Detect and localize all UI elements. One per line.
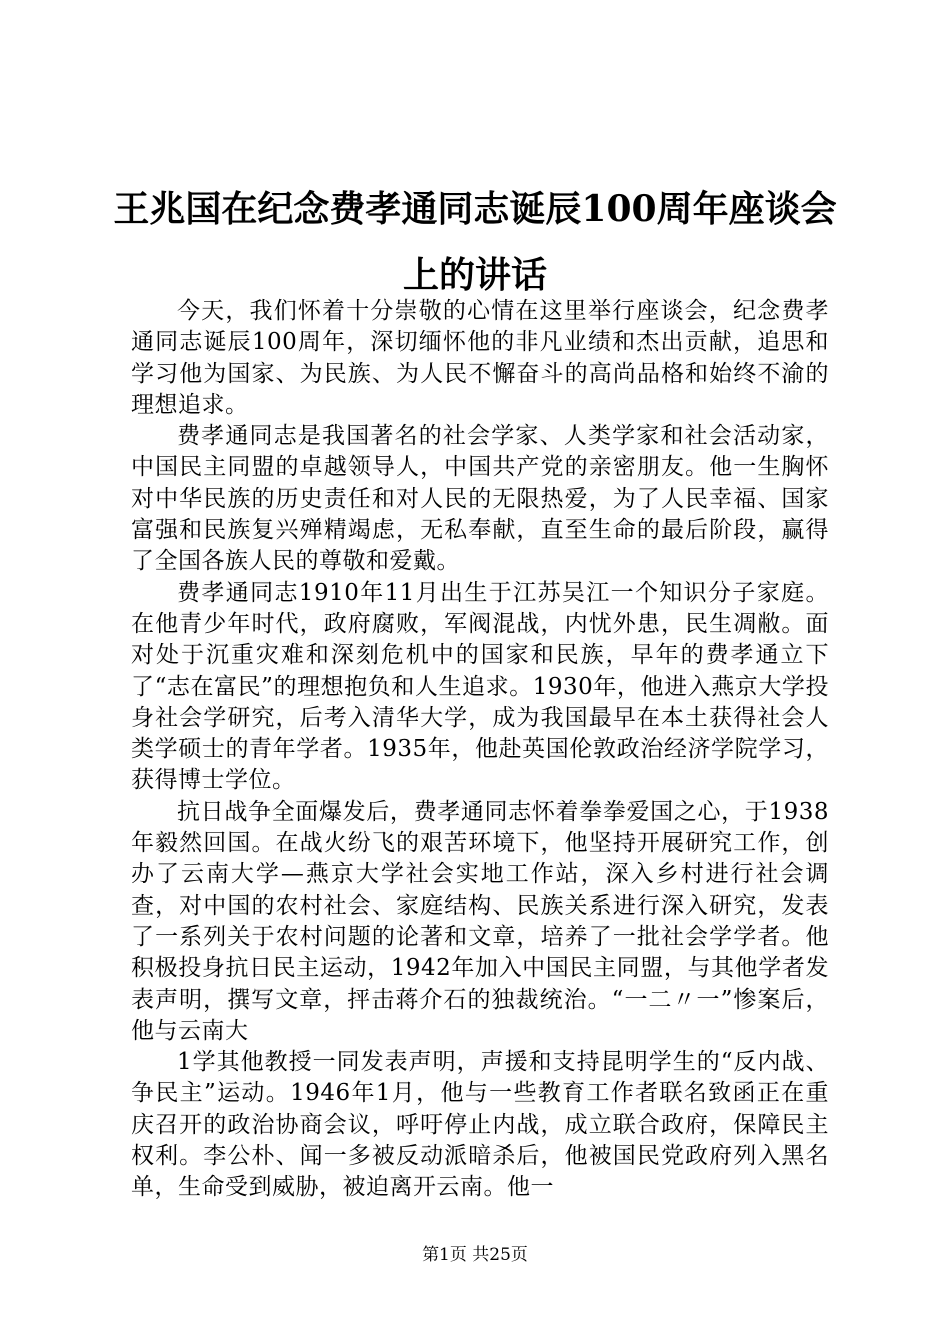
paragraph-3: 费孝通同志1910年11月出生于江苏吴江一个知识分子家庭。在他青少年时代，政府腐败，军阀混战，内忧外患，民生凋敝。面对处于沉重灾难和深刻危机中的国家和民族，早年的费孝通立下了“志在富民”的理想抱负和人生追求。1930年，他进入燕京大学投身社会学研究，后考入清华大学，成为我国最早在本土获得社会人类学硕士的青年学者。1935年，他赴英国伦敦政治经济学院学习，获得博士学位。: [131, 579, 829, 794]
paragraph-4: 抗日战争全面爆发后，费孝通同志怀着拳拳爱国之心，于1938年毅然回国。在战火纷飞的艰苦环境下，他坚持开展研究工作，创办了云南大学—燕京大学社会实地工作站，深入乡村进行社会调查，对中国的农村社会、家庭结构、民族关系进行深入研究，发表了一系列关于农村问题的论著和文章，培养了一批社会学学者。他积极投身抗日民主运动，1942年加入中国民主同盟，与其他学者发表声明，撰写文章，抨击蒋介石的独裁统治。“一二〃一”惨案后，他与云南大: [131, 798, 829, 1044]
document-body: [131, 296, 829, 1204]
paragraph-2: 费孝通同志是我国著名的社会学家、人类学家和社会活动家，中国民主同盟的卓越领导人，中国共产党的亲密朋友。他一生胸怀对中华民族的历史责任和对人民的无限热爱，为了人民幸福、国家富强和民族复兴殚精竭虑，无私奉献，直至生命的最后阶段，赢得了全国各族人民的尊敬和爱戴。: [131, 423, 829, 575]
page-footer: 第1页 共25页: [422, 1245, 528, 1265]
paragraph-5: 1学其他教授一同发表声明，声援和支持昆明学生的“反内战、争民主”运动。1946年1月，他与一些教育工作者联名致函正在重庆召开的政治协商会议，呼吁停止内战，成立联合政府，保障民主权利。李公朴、闻一多被反动派暗杀后，他被国民党政府列入黑名单，生命受到威胁，被迫离开云南。他一: [131, 1049, 829, 1201]
document-title: 王兆国在纪念费孝通同志诞辰100周年座谈会上的讲话: [113, 188, 837, 296]
paragraph-1: 今天，我们怀着十分崇敬的心情在这里举行座谈会，纪念费孝通同志诞辰100周年，深切缅怀他的非凡业绩和杰出贡献，追思和学习他为国家、为民族、为人民不懈奋斗的高尚品格和始终不渝的理想追求。: [131, 298, 829, 418]
